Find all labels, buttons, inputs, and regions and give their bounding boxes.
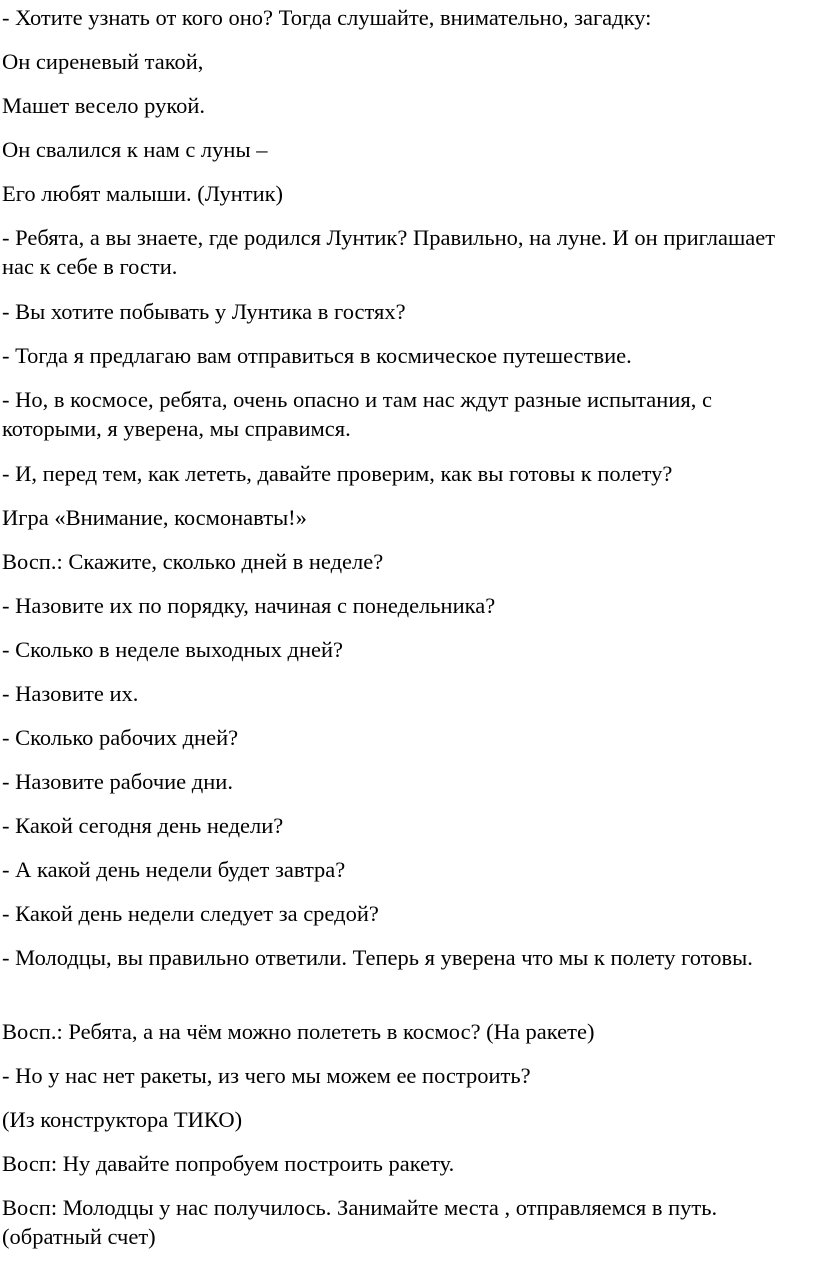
paragraph: - Молодцы, вы правильно ответили. Теперь я уверена что мы к полету готовы. bbox=[2, 945, 753, 970]
paragraph: - Ребята, а вы знаете, где родился Лунтик? Правильно, на луне. И он приглашает нас к себе в гости. bbox=[2, 225, 776, 279]
paragraph: - Тогда я предлагаю вам отправиться в космическое путешествие. bbox=[2, 343, 632, 368]
paragraph: - А какой день недели будет завтра? bbox=[2, 857, 346, 882]
paragraph: Он свалился к нам с луны – bbox=[2, 137, 268, 162]
paragraph: Игра «Внимание, космонавты!» bbox=[2, 505, 307, 530]
paragraph: - Назовите их. bbox=[2, 681, 139, 706]
paragraph: (Из конструктора ТИКО) bbox=[2, 1107, 243, 1132]
paragraph: Восп: Ну давайте попробуем построить ракету. bbox=[2, 1151, 455, 1176]
paragraph: Машет весело рукой. bbox=[2, 93, 206, 118]
paragraph: - Сколько рабочих дней? bbox=[2, 725, 239, 750]
paragraph: Его любят малыши. (Лунтик) bbox=[2, 181, 284, 206]
paragraph: - Но у нас нет ракеты, из чего мы можем ее построить? bbox=[2, 1063, 531, 1088]
paragraph: - Хотите узнать от кого оно? Тогда слушайте, внимательно, загадку: bbox=[2, 5, 652, 30]
paragraph: Восп.: Скажите, сколько дней в неделе? bbox=[2, 549, 384, 574]
paragraph: - Вы хотите побывать у Лунтика в гостях? bbox=[2, 299, 406, 324]
paragraph: - Какой день недели следует за средой? bbox=[2, 901, 379, 926]
paragraph: Восп.: Ребята, а на чём можно полететь в космос? (На ракете) bbox=[2, 1019, 595, 1044]
paragraph: - Какой сегодня день недели? bbox=[2, 813, 284, 838]
paragraph: Восп: Молодцы у нас получилось. Занимайте места , отправляемся в путь.(обратный счет) bbox=[2, 1195, 718, 1249]
paragraph: - Но, в космосе, ребята, очень опасно и там нас ждут разные испытания, с которыми, я уверена, мы справимся. bbox=[2, 387, 712, 441]
paragraph: - Сколько в неделе выходных дней? bbox=[2, 637, 343, 662]
paragraph: - И, перед тем, как лететь, давайте проверим, как вы готовы к полету? bbox=[2, 461, 673, 486]
paragraph: - Назовите рабочие дни. bbox=[2, 769, 233, 794]
paragraph: Он сиреневый такой, bbox=[2, 49, 204, 74]
paragraph: - Назовите их по порядку, начиная с понедельника? bbox=[2, 593, 496, 618]
